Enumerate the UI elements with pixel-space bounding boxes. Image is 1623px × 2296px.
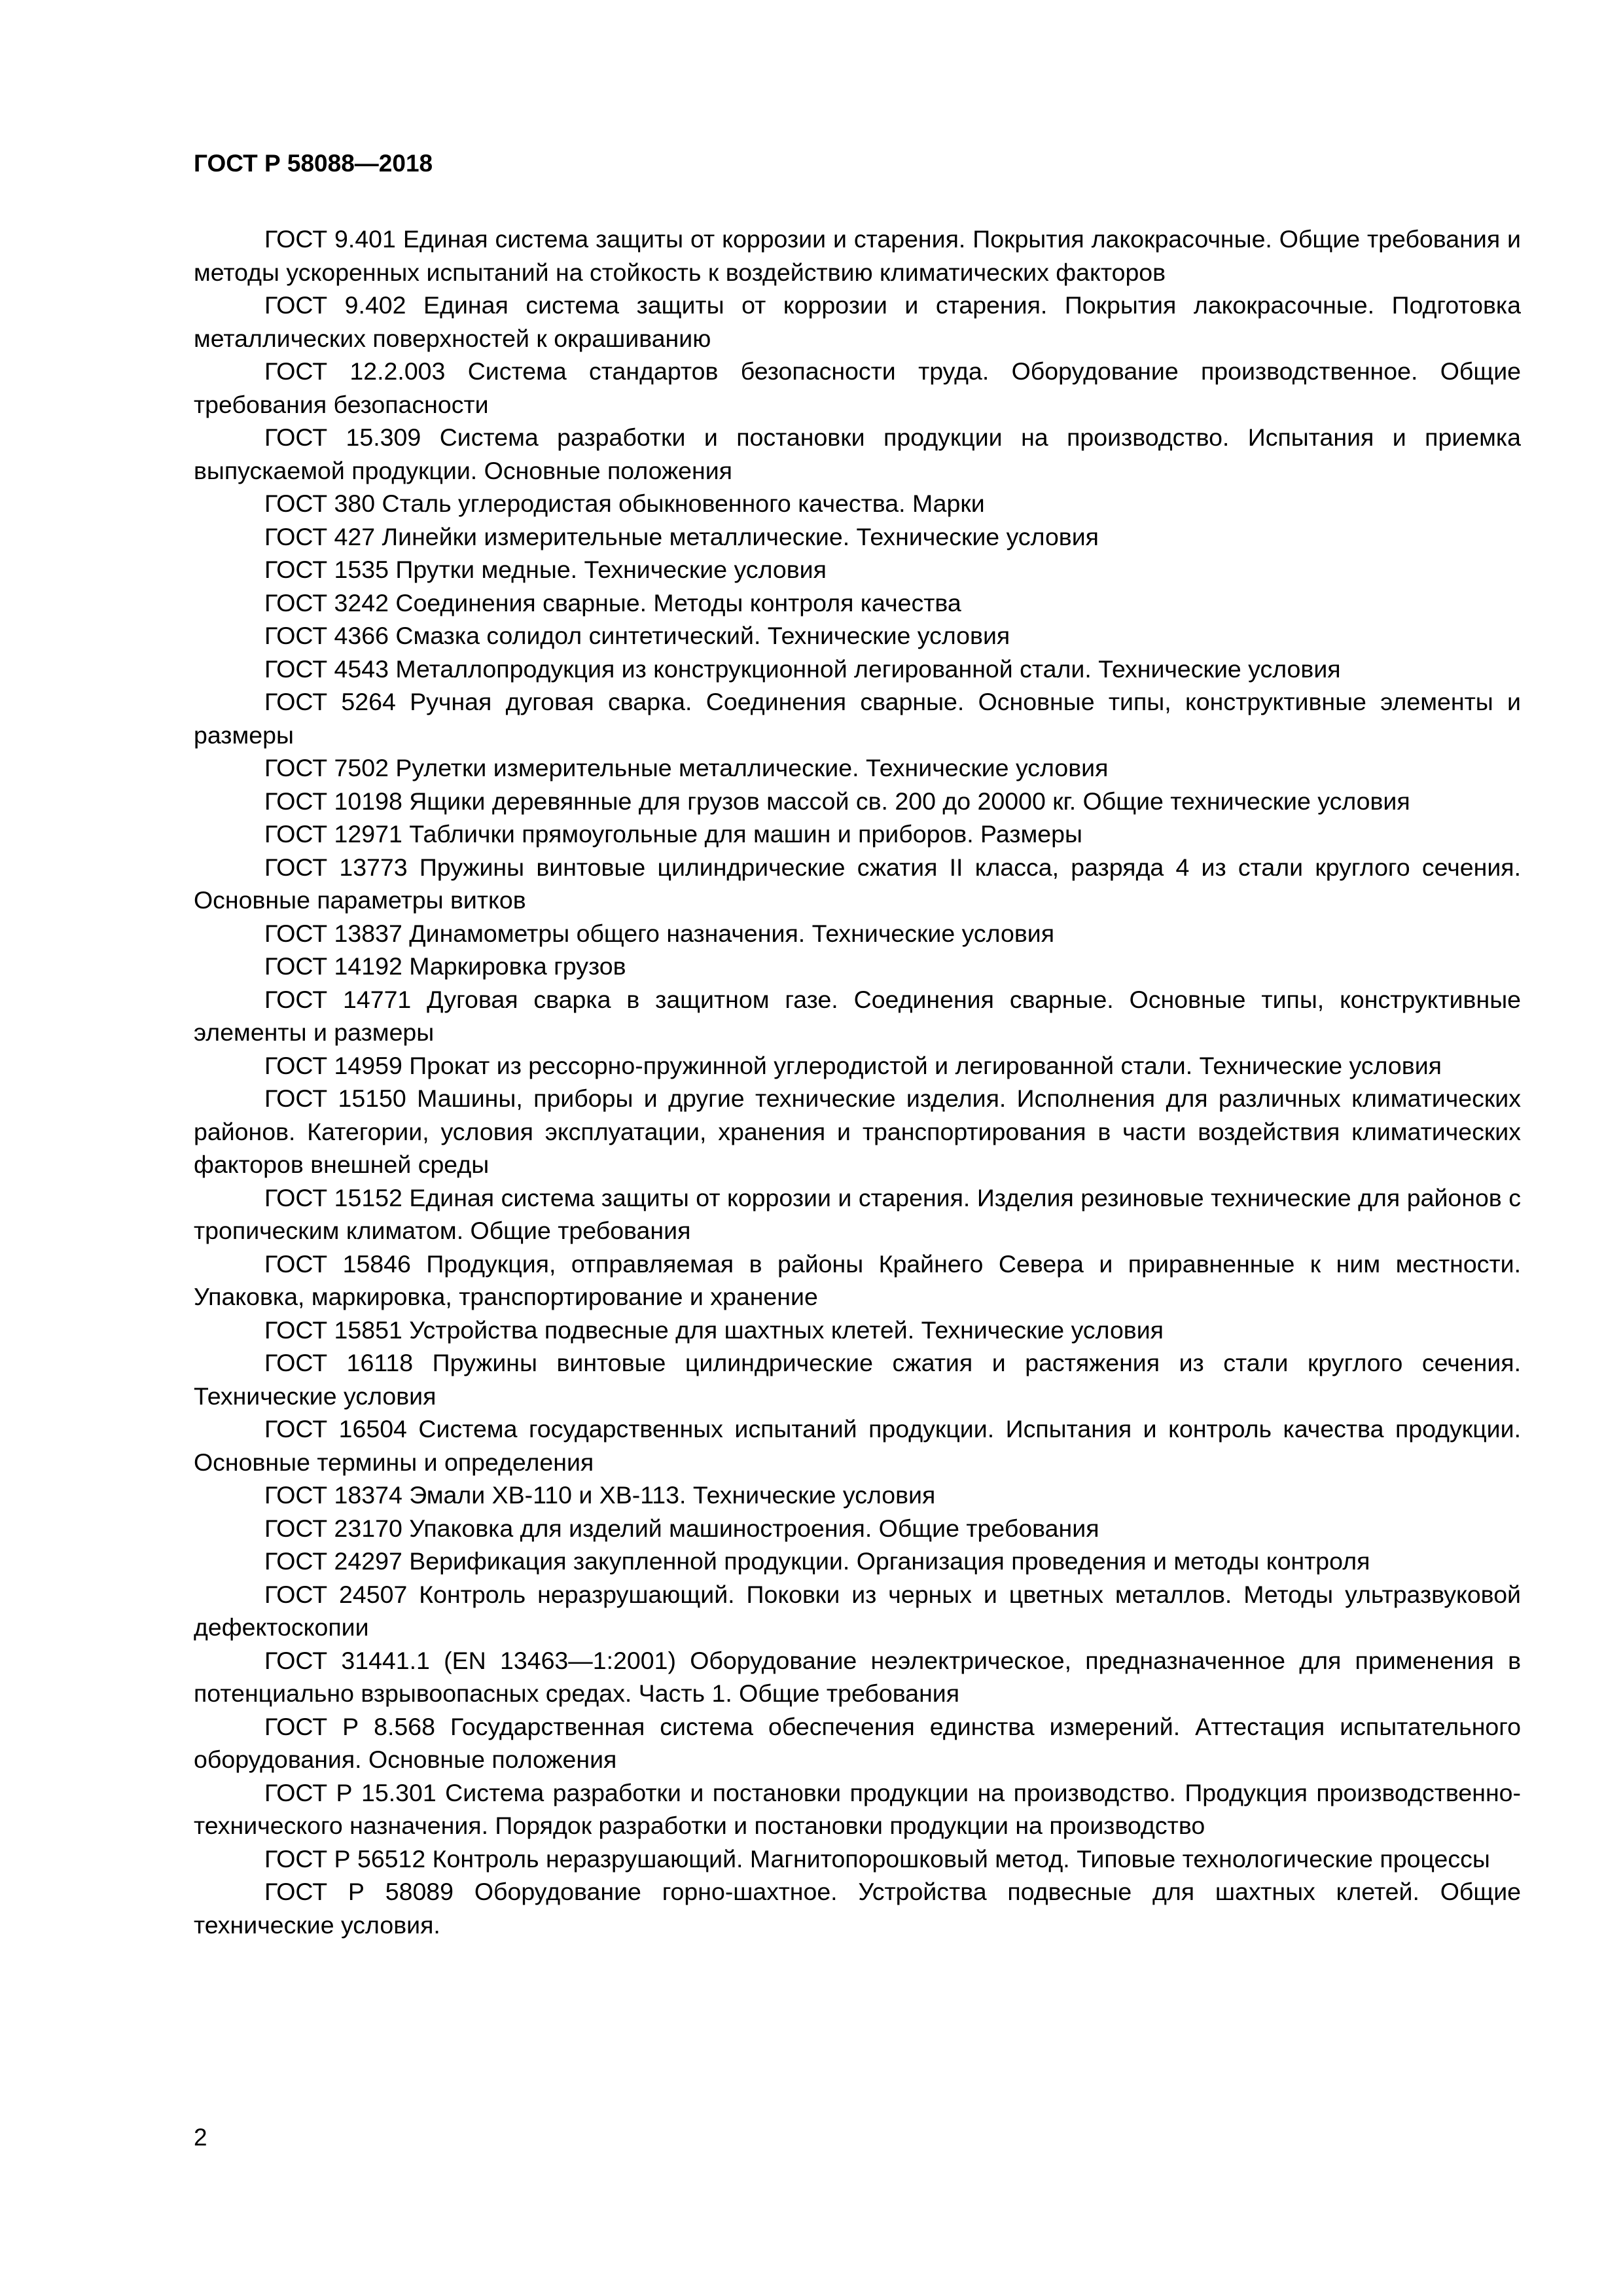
reference-item: ГОСТ Р 8.568 Государственная система обеспечения единства измерений. Аттестация испытательного оборудования. Основные положения [194,1712,1521,1773]
reference-item: ГОСТ Р 15.301 Система разработки и постановки продукции на производство. Продукция производственно-технического назначения. Порядок разработки и постановки продукции на производство [194,1778,1521,1839]
reference-item: ГОСТ 4366 Смазка солидол синтетический. Технические условия [264,622,1010,649]
reference-item: ГОСТ 3242 Соединения сварные. Методы контроля качества [264,588,961,617]
page-header-standard-code: ГОСТ Р 58088—2018 [194,150,433,177]
reference-item: ГОСТ 15851 Устройства подвесные для шахтных клетей. Технические условия [264,1316,1164,1344]
reference-item: ГОСТ 31441.1 (EN 13463—1:2001) Оборудование неэлектрическое, предназначенное для применения в потенциально взрывоопасных средах. Часть 1. Общие требования [194,1646,1521,1707]
reference-item: ГОСТ 15152 Единая система защиты от коррозии и старения. Изделия резиновые технические для районов с тропическим климатом. Общие требования [194,1183,1521,1244]
reference-item: ГОСТ 15.309 Система разработки и постановки продукции на производство. Испытания и приемка выпускаемой продукции. Основные положения [194,423,1521,484]
reference-item: ГОСТ 427 Линейки измерительные металлические. Технические условия [264,522,1099,550]
reference-item: ГОСТ 4543 Металлопродукция из конструкционной легированной стали. Технические условия [264,655,1341,683]
reference-item: ГОСТ 12971 Таблички прямоугольные для машин и приборов. Размеры [264,820,1082,848]
reference-item: ГОСТ 14771 Дуговая сварка в защитном газе. Соединения сварные. Основные типы, конструктивные элементы и размеры [194,985,1521,1046]
reference-item: ГОСТ 9.401 Единая система защиты от коррозии и старения. Покрытия лакокрасочные. Общие требования и методы ускоренных испытаний на стойкость к воздействию климатических факторов [194,225,1521,286]
reference-item: ГОСТ 24297 Верификация закупленной продукции. Организация проведения и методы контроля [264,1547,1370,1575]
reference-item: ГОСТ Р 56512 Контроль неразрушающий. Магнитопорошковый метод. Типовые технологические процессы [264,1844,1490,1873]
page-number: 2 [194,2124,207,2151]
reference-item: ГОСТ 16504 Система государственных испытаний продукции. Испытания и контроль качества продукции. Основные термины и определения [194,1415,1521,1476]
reference-item: ГОСТ Р 58089 Оборудование горно-шахтное. Устройства подвесные для шахтных клетей. Общие технические условия. [194,1878,1521,1939]
reference-item: ГОСТ 13837 Динамометры общего назначения. Технические условия [264,919,1055,947]
reference-item: ГОСТ 380 Сталь углеродистая обыкновенного качества. Марки [264,490,985,517]
reference-item: ГОСТ 18374 Эмали ХВ-110 и ХВ-113. Технические условия [264,1481,936,1509]
reference-item: ГОСТ 5264 Ручная дуговая сварка. Соединения сварные. Основные типы, конструктивные элементы и размеры [194,688,1521,749]
reference-item: ГОСТ 15150 Машины, приборы и другие технические изделия. Исполнения для различных климатических районов. Категории, условия эксплуатации, хранения и транспортирования в части воздействия климатических факторов внешней среды [194,1085,1521,1178]
normative-references-list [194,223,1521,1941]
reference-item: ГОСТ 15846 Продукция, отправляемая в районы Крайнего Севера и приравненные к ним местности. Упаковка, маркировка, транспортирование и хранение [194,1249,1521,1310]
reference-item: ГОСТ 9.402 Единая система защиты от коррозии и старения. Покрытия лакокрасочные. Подготовка металлических поверхностей к окрашиванию [194,291,1521,352]
reference-item: ГОСТ 24507 Контроль неразрушающий. Поковки из черных и цветных металлов. Методы ультразвуковой дефектоскопии [194,1580,1521,1641]
reference-item: ГОСТ 12.2.003 Система стандартов безопасности труда. Оборудование производственное. Общие требования безопасности [194,357,1521,418]
reference-item: ГОСТ 14192 Маркировка грузов [264,952,626,980]
reference-item: ГОСТ 7502 Рулетки измерительные металлические. Технические условия [264,754,1109,781]
reference-item: ГОСТ 23170 Упаковка для изделий машиностроения. Общие требования [264,1514,1099,1542]
reference-item: ГОСТ 1535 Прутки медные. Технические условия [264,556,827,583]
reference-item: ГОСТ 10198 Ящики деревянные для грузов массой св. 200 до 20000 кг. Общие технические условия [264,787,1410,815]
reference-item: ГОСТ 16118 Пружины винтовые цилиндрические сжатия и растяжения из стали круглого сечения. Технические условия [194,1349,1521,1410]
reference-item: ГОСТ 13773 Пружины винтовые цилиндрические сжатия II класса, разряда 4 из стали круглого сечения. Основные параметры витков [194,853,1521,914]
reference-item: ГОСТ 14959 Прокат из рессорно-пружинной углеродистой и легированной стали. Технические условия [264,1051,1442,1079]
